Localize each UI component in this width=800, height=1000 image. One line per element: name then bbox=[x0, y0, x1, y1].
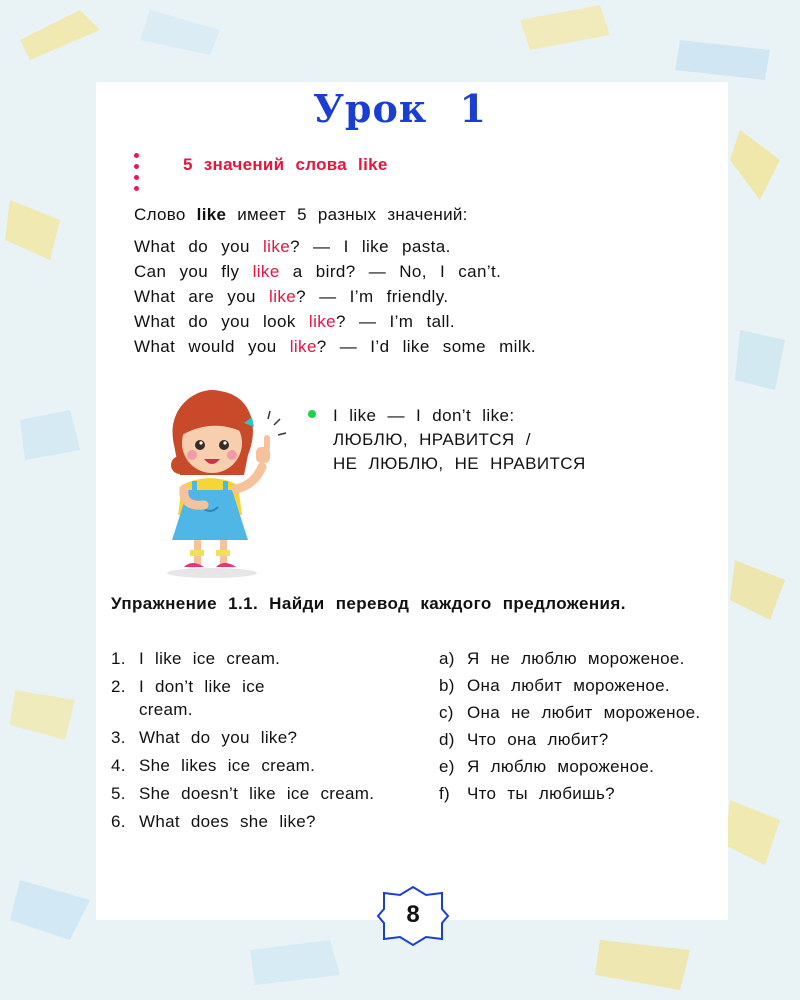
example-word: like bbox=[252, 262, 280, 281]
intro-word: like bbox=[196, 205, 227, 224]
item-number: 2. bbox=[111, 677, 126, 696]
example-post: ? — I’d like some milk. bbox=[316, 337, 537, 356]
example-post: ? — I like pasta. bbox=[290, 237, 451, 256]
item-text: She likes ice cream. bbox=[139, 756, 316, 775]
list-item bbox=[111, 754, 401, 777]
item-text: Я люблю мороженое. bbox=[467, 757, 655, 776]
lesson-title: Урок 1 bbox=[313, 86, 487, 131]
example-post: ? — I’m friendly. bbox=[296, 287, 449, 306]
translations-list bbox=[439, 647, 724, 809]
green-bullet-icon bbox=[308, 410, 316, 418]
list-item bbox=[439, 782, 724, 805]
list-item bbox=[439, 674, 724, 697]
examples-list bbox=[134, 236, 536, 361]
item-number: 4. bbox=[111, 756, 126, 775]
sentences-list bbox=[111, 647, 401, 838]
item-number: d) bbox=[439, 730, 455, 749]
example-line bbox=[134, 286, 536, 311]
example-line bbox=[134, 261, 536, 286]
example-line bbox=[134, 236, 536, 261]
section-dots-icon bbox=[134, 153, 146, 197]
example-post: a bird? — No, I can’t. bbox=[279, 262, 502, 281]
item-number: e) bbox=[439, 757, 455, 776]
note-line: I like — I don’t like: bbox=[333, 406, 515, 425]
example-pre: What do you bbox=[134, 237, 250, 256]
item-text: Что ты любишь? bbox=[467, 784, 615, 803]
example-pre: Can you fly bbox=[134, 262, 240, 281]
girl-thumbs-up-icon bbox=[160, 385, 300, 580]
item-text: What do you like? bbox=[139, 728, 298, 747]
intro-pre: Слово bbox=[134, 205, 186, 224]
page-number-badge bbox=[376, 885, 450, 947]
note-line: НЕ ЛЮБЛЮ, НЕ НРАВИТСЯ bbox=[333, 454, 586, 473]
item-number: f) bbox=[439, 784, 450, 803]
intro-post: имеет 5 разных значений: bbox=[237, 205, 468, 224]
item-text: Я не люблю мороженое. bbox=[467, 649, 685, 668]
item-number: a) bbox=[439, 649, 455, 668]
example-pre: What are you bbox=[134, 287, 256, 306]
list-item bbox=[439, 755, 724, 778]
example-post: ? — I’m tall. bbox=[336, 312, 455, 331]
list-item bbox=[111, 675, 401, 721]
example-line bbox=[134, 311, 536, 336]
item-text: I don’t like ice cream. bbox=[139, 677, 265, 719]
item-number: 3. bbox=[111, 728, 126, 747]
item-text: I like ice cream. bbox=[139, 649, 281, 668]
intro-text bbox=[134, 205, 468, 225]
item-text: What does she like? bbox=[139, 812, 316, 831]
example-pre: What do you look bbox=[134, 312, 296, 331]
example-pre: What would you bbox=[134, 337, 277, 356]
example-word: like bbox=[269, 287, 297, 306]
example-word: like bbox=[308, 312, 336, 331]
list-item bbox=[439, 647, 724, 670]
list-item bbox=[111, 726, 401, 749]
item-text: Что она любит? bbox=[467, 730, 609, 749]
example-word: like bbox=[289, 337, 317, 356]
section-heading: 5 значений слова like bbox=[183, 155, 388, 174]
item-text: Она не любит мороженое. bbox=[467, 703, 701, 722]
item-number: b) bbox=[439, 676, 455, 695]
list-item bbox=[439, 728, 724, 751]
item-text: Она любит мороженое. bbox=[467, 676, 670, 695]
list-item bbox=[439, 701, 724, 724]
exercise-title: Упражнение 1.1. Найди перевод каждого предложения. bbox=[111, 594, 626, 613]
list-item bbox=[111, 647, 401, 670]
page-number: 8 bbox=[406, 901, 420, 928]
item-text: She doesn’t like ice cream. bbox=[139, 784, 375, 803]
list-item bbox=[111, 810, 401, 833]
example-line bbox=[134, 336, 536, 361]
list-item bbox=[111, 782, 401, 805]
item-number: c) bbox=[439, 703, 454, 722]
example-word: like bbox=[262, 237, 291, 256]
item-number: 6. bbox=[111, 812, 126, 831]
like-note bbox=[308, 405, 586, 477]
item-number: 5. bbox=[111, 784, 126, 803]
item-number: 1. bbox=[111, 649, 126, 668]
note-line: ЛЮБЛЮ, НРАВИТСЯ / bbox=[333, 430, 531, 449]
